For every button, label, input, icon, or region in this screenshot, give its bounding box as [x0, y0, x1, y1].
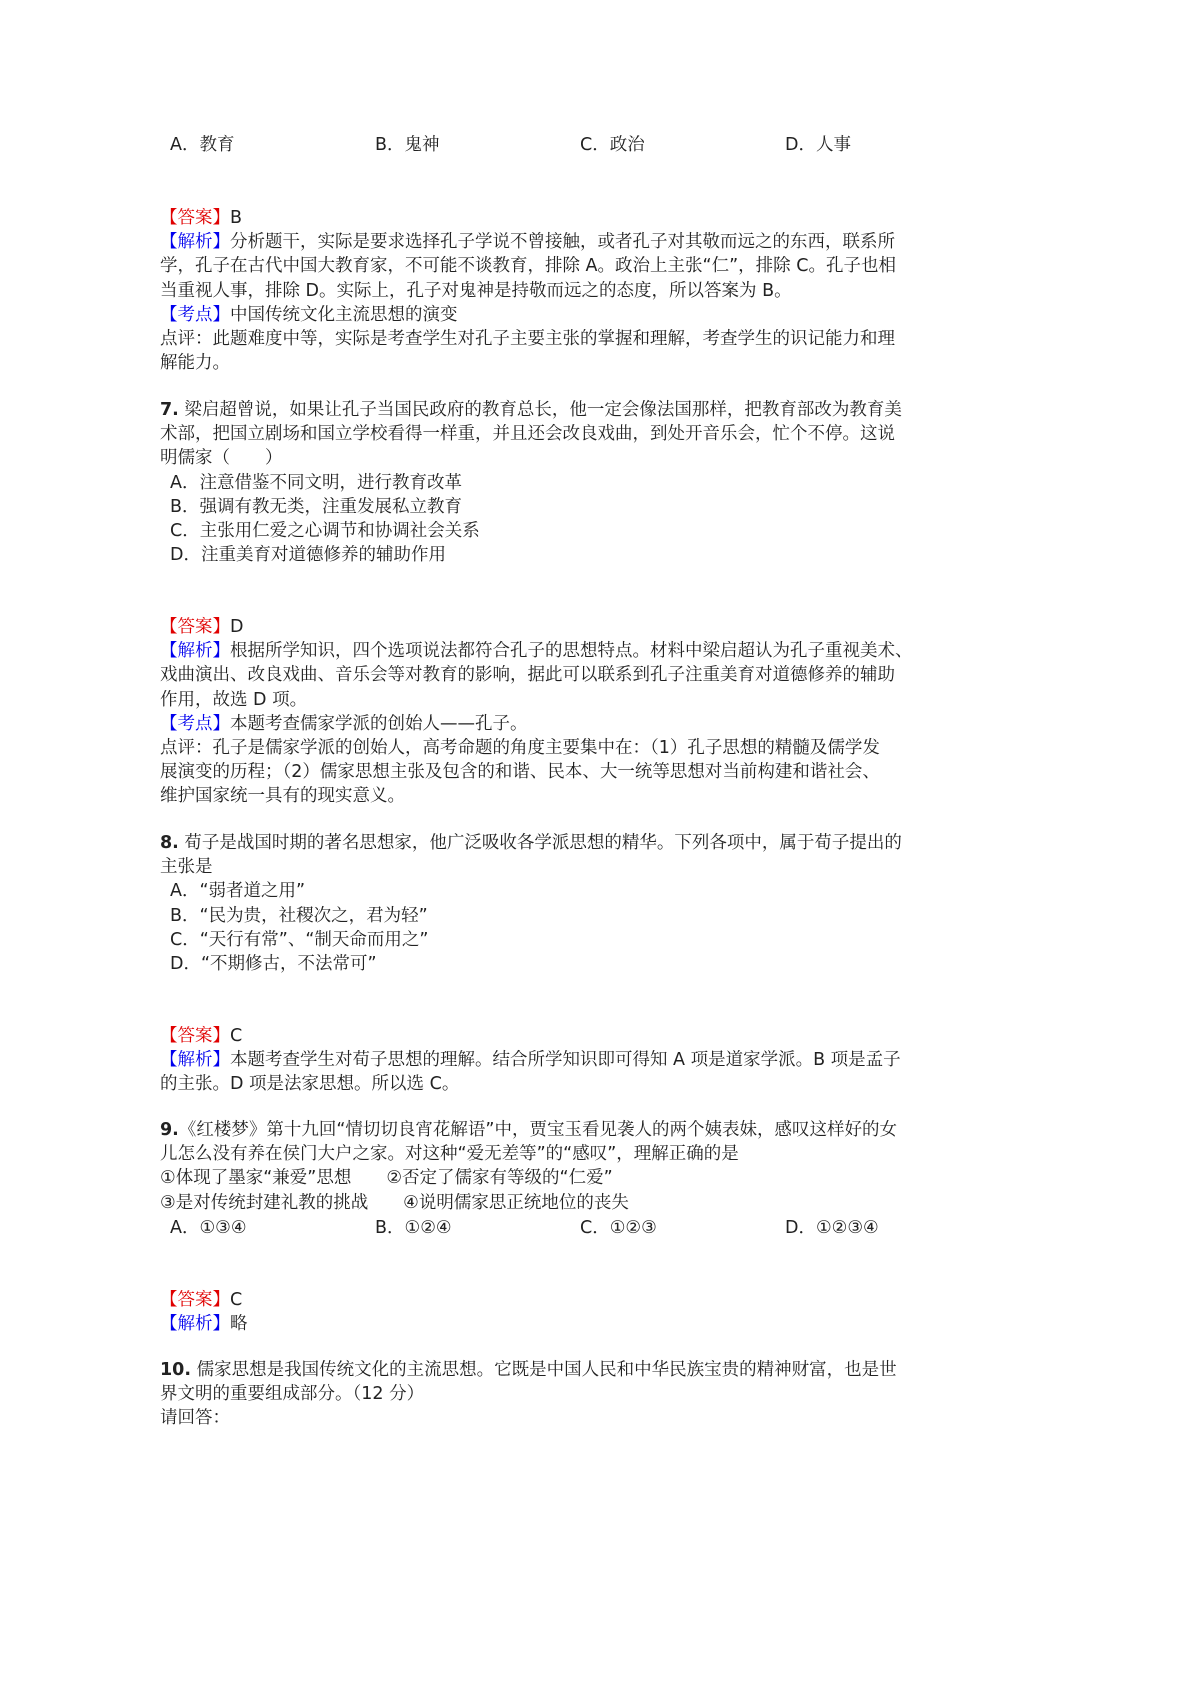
answer-tag: 【答案】	[160, 1290, 230, 1310]
stem-text: 主张是	[160, 857, 213, 878]
option: A．“弱者道之用”	[170, 881, 306, 902]
stem-text: ③是对传统封建礼教的挑战 ④说明儒家思正统地位的丧失	[160, 1192, 629, 1213]
answer-tag: 【答案】	[160, 208, 230, 228]
comment-text: 点评：孔子是儒家学派的创始人，高考命题的角度主要集中在：（1）孔子思想的精髓及儒学发	[160, 738, 880, 759]
analysis-text: 略	[230, 1314, 248, 1335]
stem-text: 梁启超曾说，如果让孔子当国民政府的教育总长，他一定会像法国那样，把教育部改为教育美	[184, 400, 902, 420]
comment-text: 展演变的历程；（2）儒家思想主张及包含的和谐、民本、大一统等思想对当前构建和谐社会、	[160, 762, 880, 783]
stem-text: 明儒家（ ）	[160, 448, 283, 469]
question-number: 9.	[160, 1120, 179, 1140]
analysis-text: 分析题干，实际是要求选择孔子学说不曾接触，或者孔子对其敬而远之的东西，联系所	[230, 232, 895, 253]
q6-solution	[160, 206, 990, 375]
analysis-tag: 【解析】	[160, 232, 230, 253]
comment-text: 维护国家统一具有的现实意义。	[160, 786, 405, 807]
q6-options	[170, 133, 990, 157]
question-number: 7.	[160, 400, 179, 420]
option: B．强调有教无类，注重发展私立教育	[170, 496, 463, 517]
option: C．政治	[580, 135, 645, 155]
q9-solution	[160, 1288, 990, 1336]
analysis-text: 当重视人事，排除 D。实际上，孔子对鬼神是持敬而远之的态度，所以答案为 B。	[160, 280, 792, 301]
option: B．鬼神	[375, 135, 440, 155]
stem-text: ①体现了墨家“兼爱”思想 ②否定了儒家有等级的“仁爱”	[160, 1168, 613, 1189]
analysis-text: 的主张。D 项是法家思想。所以选 C。	[160, 1074, 460, 1095]
stem-text: 《红楼梦》第十九回“情切切良宵花解语”中，贾宝玉看见袭人的两个姨表妹，感叹这样好的女	[178, 1120, 897, 1140]
stem-text: 术部，把国立剧场和国立学校看得一样重，并且还会改良戏曲，到处开音乐会，忙个不停。这说	[160, 424, 895, 445]
analysis-tag: 【解析】	[160, 1050, 230, 1071]
answer: C	[230, 1026, 243, 1046]
answer: C	[230, 1290, 243, 1310]
question-10	[160, 1358, 990, 1431]
analysis-text: 作用，故选 D 项。	[160, 689, 308, 710]
point-tag: 【考点】	[160, 713, 230, 734]
point-text: 中国传统文化主流思想的演变	[230, 304, 458, 325]
stem-text: 儿怎么没有养在侯门大户之家。对这种“爱无差等”的“感叹”，理解正确的是	[160, 1144, 739, 1165]
option: B．①②④	[375, 1218, 452, 1238]
option: D．注重美育对道德修养的辅助作用	[170, 545, 446, 566]
point-text: 本题考查儒家学派的创始人——孔子。	[230, 713, 528, 734]
option: C．“天行有常”、“制天命而用之”	[170, 929, 429, 950]
question-number: 10.	[160, 1360, 192, 1380]
question-9	[160, 1118, 990, 1215]
q7-solution	[160, 615, 990, 809]
answer: B	[230, 208, 243, 228]
option: C．①②③	[580, 1218, 657, 1238]
point-tag: 【考点】	[160, 304, 230, 325]
comment-text: 解能力。	[160, 353, 230, 374]
analysis-text: 本题考查学生对荀子思想的理解。结合所学知识即可得知 A 项是道家学派。B 项是孟子	[230, 1050, 901, 1071]
comment-text: 点评：此题难度中等，实际是考查学生对孔子主要主张的掌握和理解，考查学生的识记能力和理	[160, 329, 895, 350]
option: B．“民为贵，社稷次之，君为轻”	[170, 905, 428, 926]
option: A．注意借鉴不同文明，进行教育改革	[170, 472, 462, 493]
question-number: 8.	[160, 833, 179, 853]
stem-text: 荀子是战国时期的著名思想家，他广泛吸收各学派思想的精华。下列各项中，属于荀子提出的	[184, 833, 902, 853]
question-8	[160, 831, 990, 976]
option: A．教育	[170, 135, 235, 155]
option: D．人事	[785, 135, 851, 155]
answer-tag: 【答案】	[160, 1026, 230, 1046]
stem-text: 请回答：	[160, 1408, 230, 1429]
analysis-text: 根据所学知识，四个选项说法都符合孔子的思想特点。材料中梁启超认为孔子重视美术、	[230, 641, 913, 662]
question-7	[160, 398, 990, 567]
answer: D	[230, 617, 244, 637]
q8-solution	[160, 1024, 990, 1097]
option: A．①③④	[170, 1218, 247, 1238]
option: D．①②③④	[785, 1218, 879, 1238]
analysis-text: 学，孔子在古代中国大教育家，不可能不谈教育，排除 A。政治上主张“仁”，排除 C。孔子也相	[160, 256, 896, 277]
option: C．主张用仁爱之心调节和协调社会关系	[170, 521, 480, 542]
analysis-text: 戏曲演出、改良戏曲、音乐会等对教育的影响，据此可以联系到孔子注重美育对道德修养的辅助	[160, 665, 895, 686]
stem-text: 界文明的重要组成部分。（12 分）	[160, 1384, 425, 1405]
option: D．“不期修古，不法常可”	[170, 954, 377, 975]
analysis-tag: 【解析】	[160, 641, 230, 662]
stem-text: 儒家思想是我国传统文化的主流思想。它既是中国人民和中华民族宝贵的精神财富，也是世	[196, 1360, 897, 1380]
answer-tag: 【答案】	[160, 617, 230, 637]
q9-options	[170, 1216, 990, 1240]
analysis-tag: 【解析】	[160, 1314, 230, 1335]
